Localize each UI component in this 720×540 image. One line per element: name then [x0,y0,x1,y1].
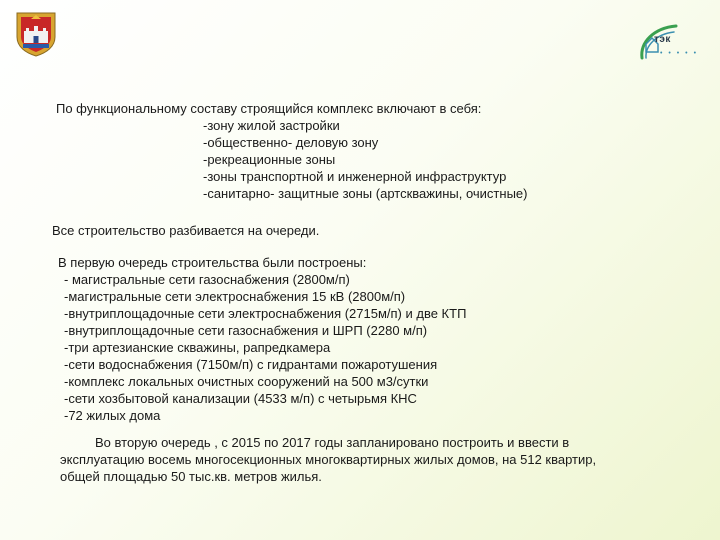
composition-item: -санитарно- защитные зоны (артскважины, очистные) [203,186,528,201]
first-phase-item: -внутриплощадочные сети газоснабжения и ШРП (2280 м/п) [64,323,428,338]
composition-item: -зоны транспортной и инженерной инфраструктур [203,169,507,184]
kaliningrad-coat-of-arms-icon [14,9,58,57]
first-phase-item: - магистральные сети газоснабжения (2800м/п) [64,272,350,287]
composition-item: -рекреационные зоны [203,152,336,167]
second-phase-line: общей площадью 50 тыс.кв. метров жилья. [60,469,322,484]
second-phase-line: Во вторую очередь , с 2015 по 2017 годы запланировано построить и ввести в [95,435,570,450]
brand-logo-text: тэк [654,34,671,45]
first-phase-item: -сети хозбытовой канализации (4533 м/п) с четырьмя КНС [64,391,417,406]
first-phase-item: -внутриплощадочные сети электроснабжения (2715м/п) и две КТП [64,306,467,321]
composition-item: -зону жилой застройки [203,118,340,133]
first-phase-item: -комплекс локальных очистных сооружений на 500 м3/сутки [64,374,429,389]
brand-logo-dots: • • • • • [660,50,699,57]
second-phase-line: эксплуатацию восемь многосекционных многоквартирных жилых домов, на 512 квартир, [60,452,597,467]
first-phase-item: -магистральные сети электроснабжения 15 кВ (2800м/п) [64,289,406,304]
composition-intro: По функциональному составу строящийся комплекс включают в себя: [56,101,482,116]
first-phase-item: -три артезианские скважины, рапредкамера [64,340,331,355]
first-phase-title: В первую очередь строительства были построены: [58,255,367,270]
first-phase-item: -72 жилых дома [64,408,161,423]
composition-item: -общественно- деловую зону [203,135,379,150]
first-phase-item: -сети водоснабжения (7150м/п) с гидрантами пожаротушения [64,357,438,372]
phases-note: Все строительство разбивается на очереди. [52,223,320,238]
